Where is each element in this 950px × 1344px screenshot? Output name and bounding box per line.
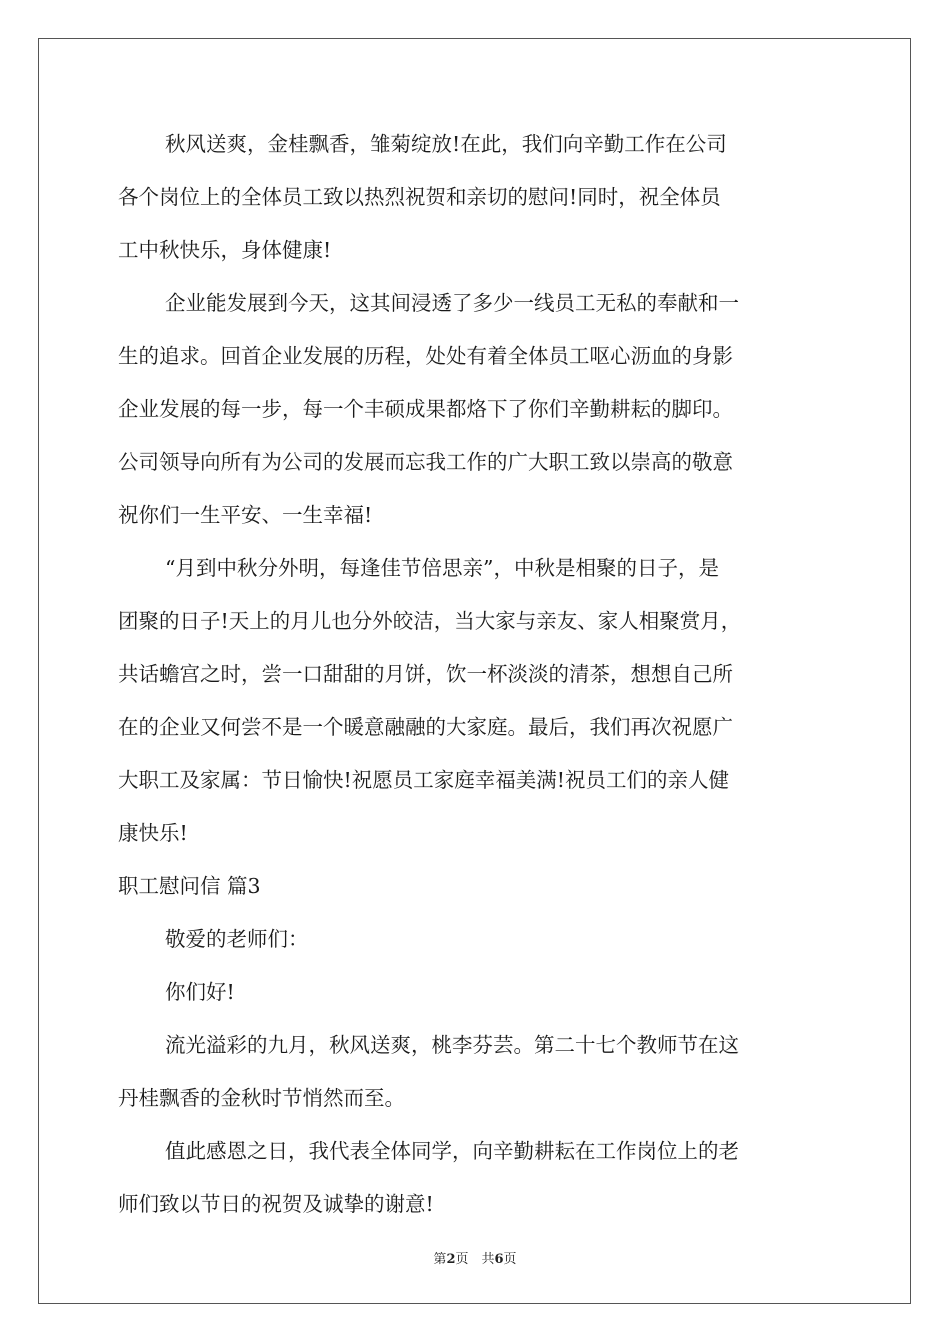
paragraph-line: 康快乐! bbox=[118, 821, 188, 845]
paragraph-line: “月到中秋分外明，每逢佳节倍思亲”，中秋是相聚的日子，是 bbox=[165, 556, 719, 580]
page-suffix: 页 bbox=[503, 1252, 517, 1267]
paragraph-line: 公司领导向所有为公司的发展而忘我工作的广大职工致以崇高的敬意 bbox=[118, 450, 733, 474]
paragraph-line: 各个岗位上的全体员工致以热烈祝贺和亲切的慰问!同时，祝全体员 bbox=[118, 185, 721, 209]
paragraph-line: 秋风送爽，金桂飘香，雏菊绽放!在此，我们向辛勤工作在公司 bbox=[165, 132, 727, 156]
paragraph-line: 大职工及家属：节日愉快!祝愿员工家庭幸福美满!祝员工们的亲人健 bbox=[118, 768, 729, 792]
paragraph-line: 祝你们一生平安、一生幸福! bbox=[118, 503, 373, 527]
paragraph-line: 丹桂飘香的金秋时节悄然而至。 bbox=[118, 1086, 405, 1110]
paragraph-line: 生的追求。回首企业发展的历程，处处有着全体员工呕心沥血的身影 bbox=[118, 344, 733, 368]
paragraph-line: 在的企业又何尝不是一个暖意融融的大家庭。最后，我们再次祝愿广 bbox=[118, 715, 733, 739]
page-number-footer bbox=[0, 1248, 950, 1267]
total-page-number: 6 bbox=[494, 1252, 504, 1267]
paragraph-line: 共话蟾宫之时，尝一口甜甜的月饼，饮一杯淡淡的清茶，想想自己所 bbox=[118, 662, 733, 686]
page-mid: 页 共 bbox=[455, 1252, 495, 1267]
paragraph-line: 师们致以节日的祝贺及诚挚的谢意! bbox=[118, 1192, 434, 1216]
paragraph-line: 团聚的日子!天上的月儿也分外皎洁，当大家与亲友、家人相聚赏月， bbox=[118, 609, 742, 633]
paragraph-line: 值此感恩之日，我代表全体同学，向辛勤耕耘在工作岗位上的老 bbox=[165, 1139, 739, 1163]
paragraph-line: 企业发展的每一步，每一个丰硕成果都烙下了你们辛勤耕耘的脚印。 bbox=[118, 397, 733, 421]
letter-greeting: 你们好! bbox=[165, 980, 235, 1004]
letter-salutation: 敬爱的老师们： bbox=[165, 927, 309, 951]
paragraph-line: 流光溢彩的九月，秋风送爽，桃李芬芸。第二十七个教师节在这 bbox=[165, 1033, 739, 1057]
page-prefix: 第 bbox=[433, 1252, 447, 1267]
current-page-number: 2 bbox=[446, 1252, 456, 1267]
paragraph-line: 企业能发展到今天，这其间浸透了多少一线员工无私的奉献和一 bbox=[165, 291, 739, 315]
paragraph-line: 工中秋快乐，身体健康! bbox=[118, 238, 332, 262]
section-heading: 职工慰问信 篇3 bbox=[118, 874, 261, 898]
